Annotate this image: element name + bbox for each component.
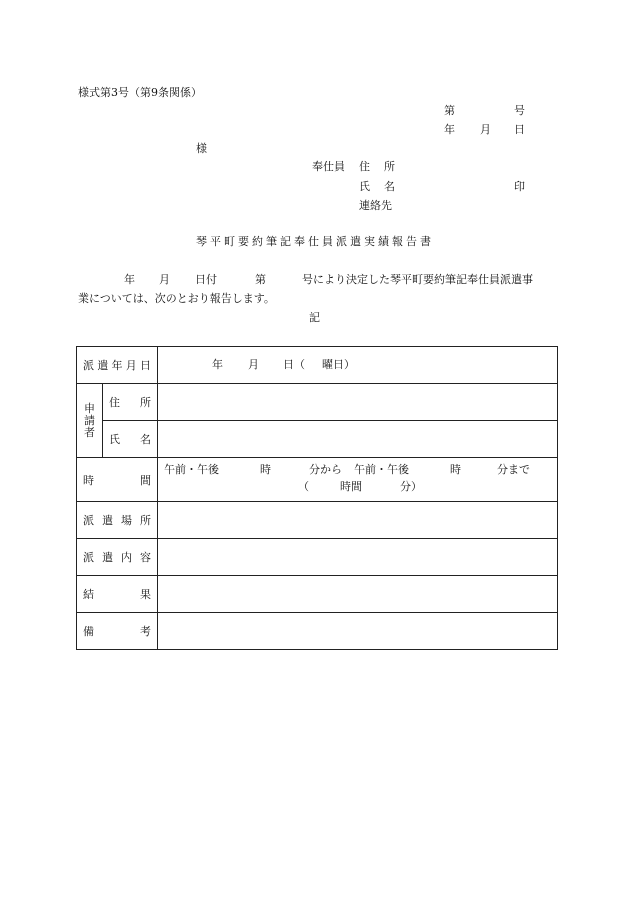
time-start-ampm: 午前・午後 [164, 462, 219, 476]
applicant-address-label-char: 住 [109, 396, 120, 409]
applicant-address-field[interactable] [158, 384, 558, 421]
report-table [76, 346, 558, 650]
body-line2: 業については、次のとおり報告します。 [78, 292, 275, 305]
reporter-name-label-2: 名 [384, 180, 395, 193]
dispatch-place-label-char: 派 [83, 514, 94, 527]
row-result [77, 576, 558, 613]
dispatch-date-label-char: 遣 [97, 359, 109, 372]
dispatch-date-weekday: 曜日） [322, 358, 355, 371]
addressee-suffix: 様 [196, 142, 207, 155]
header-date-day: 日 [514, 123, 525, 136]
dispatch-date-label-char: 年 [111, 359, 123, 372]
row-dispatch-date [77, 347, 558, 384]
applicant-label-char: 者 [84, 425, 95, 439]
dispatch-place-field[interactable] [158, 502, 558, 539]
time-label [77, 458, 158, 502]
dispatch-date-year: 年 [212, 358, 223, 371]
dispatch-place-label-char: 場 [121, 514, 132, 527]
reporter-name-label-1: 氏 [359, 180, 370, 193]
reporter-role: 奉仕員 [312, 160, 345, 173]
row-remarks [77, 613, 558, 650]
header-date-year: 年 [444, 123, 455, 136]
dispatch-date-label [77, 347, 158, 384]
document-number-suffix: 号 [514, 104, 525, 117]
duration-hours: 時間 [340, 479, 362, 493]
body-year: 年 [124, 273, 135, 286]
body-month: 月 [159, 273, 170, 286]
row-applicant-address [77, 384, 558, 421]
result-label-char: 果 [140, 588, 151, 601]
dispatch-place-label-char: 遣 [102, 514, 113, 527]
time-field[interactable] [158, 458, 558, 502]
duration-open: （ [298, 479, 309, 493]
applicant-label-char: 申 [84, 401, 95, 415]
dispatch-date-day: 日（ [283, 358, 305, 371]
applicant-label [77, 384, 103, 458]
time-end-minute: 分まで [497, 462, 530, 476]
time-label-char: 間 [140, 473, 151, 487]
dispatch-date-month: 月 [248, 358, 259, 371]
body-line1-rest: 号により決定した琴平町要約筆記奉仕員派遣事 [302, 273, 533, 286]
dispatch-content-label-char: 内 [121, 551, 132, 564]
form-number: 様式第3号（第9条関係） [78, 86, 202, 99]
dispatch-place-label [77, 502, 158, 539]
row-dispatch-content [77, 539, 558, 576]
applicant-name-label-char: 氏 [109, 433, 120, 446]
document-title: 琴平町要約筆記奉仕員派遣実績報告書 [196, 235, 434, 248]
applicant-address-label-char: 所 [140, 396, 151, 409]
dispatch-date-label-char: 派 [83, 359, 94, 372]
dispatch-content-field[interactable] [158, 539, 558, 576]
result-label-char: 結 [83, 588, 94, 601]
time-end-ampm: 午前・午後 [354, 462, 409, 476]
reporter-address-label-2: 所 [384, 160, 395, 173]
time-start-minute: 分から [309, 462, 342, 476]
dispatch-place-label-char: 所 [140, 514, 151, 527]
dispatch-date-field[interactable] [158, 347, 558, 384]
row-time [77, 458, 558, 502]
dispatch-date-label-char: 日 [140, 359, 151, 372]
time-end-hour: 時 [450, 462, 461, 476]
duration-minutes: 分） [400, 479, 422, 493]
row-applicant-name [77, 421, 558, 458]
body-number-prefix: 第 [255, 273, 266, 286]
dispatch-content-label-char: 派 [83, 551, 94, 564]
applicant-name-field[interactable] [158, 421, 558, 458]
applicant-name-label-char: 名 [140, 433, 151, 446]
result-field[interactable] [158, 576, 558, 613]
dispatch-date-label-char: 月 [125, 359, 137, 372]
applicant-name-label [103, 421, 158, 458]
remarks-field[interactable] [158, 613, 558, 650]
document-number-prefix: 第 [444, 104, 455, 117]
ki-mark: 記 [309, 311, 320, 324]
seal-mark: 印 [514, 180, 525, 193]
remarks-label-char: 考 [140, 625, 151, 638]
applicant-label-char: 請 [84, 413, 95, 427]
reporter-address-label-1: 住 [359, 160, 370, 173]
reporter-contact-label: 連絡先 [359, 199, 392, 212]
dispatch-content-label-char: 遣 [102, 551, 113, 564]
applicant-address-label [103, 384, 158, 421]
row-dispatch-place [77, 502, 558, 539]
time-start-hour: 時 [260, 462, 271, 476]
dispatch-content-label [77, 539, 158, 576]
body-day-suffix: 日付 [195, 273, 217, 286]
remarks-label [77, 613, 158, 650]
dispatch-content-label-char: 容 [140, 551, 151, 564]
header-date-month: 月 [480, 123, 491, 136]
remarks-label-char: 備 [83, 625, 94, 638]
time-label-char: 時 [83, 473, 94, 487]
result-label [77, 576, 158, 613]
